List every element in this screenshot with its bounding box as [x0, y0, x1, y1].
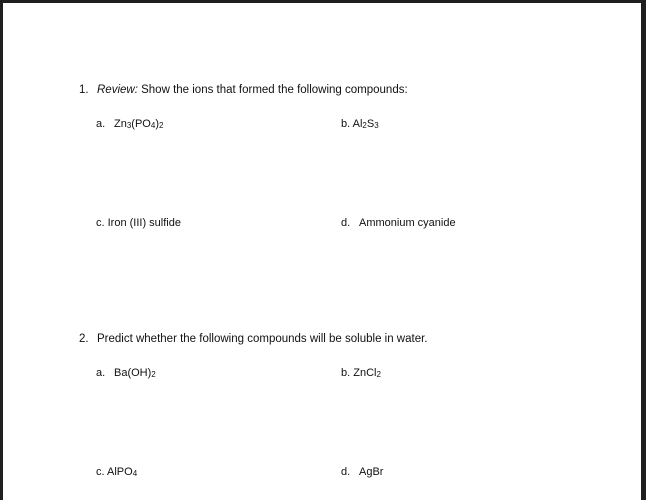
question-2-number: 2.: [79, 333, 89, 345]
question-2-item-b: b. ZnCl$_2$: [341, 367, 381, 379]
question-1-prefix: Review:: [97, 84, 138, 96]
question-2-text: Predict whether the following compounds will be soluble in water.: [97, 333, 428, 345]
question-1-item-a: a. $Zn_3(PO_4)_2$: [96, 118, 164, 130]
question-1-text: Show the ions that formed the following compounds:: [137, 84, 408, 96]
worksheet-page: [3, 3, 641, 500]
question-2-item-c: c. AlPO$_4$: [96, 466, 138, 478]
question-1: [79, 83, 408, 97]
question-1-item-c: c. Iron (III) sulfide: [96, 217, 181, 229]
question-2-item-a: a. $Ba(OH)_2$: [96, 367, 156, 379]
question-1-item-d: d. Ammonium cyanide: [341, 217, 456, 229]
question-1-item-b: b. $Al_2S_3$: [341, 118, 379, 130]
question-1-number: 1.: [79, 84, 89, 96]
question-2: [79, 332, 428, 346]
question-2-item-d: d. AgBr: [341, 466, 384, 478]
